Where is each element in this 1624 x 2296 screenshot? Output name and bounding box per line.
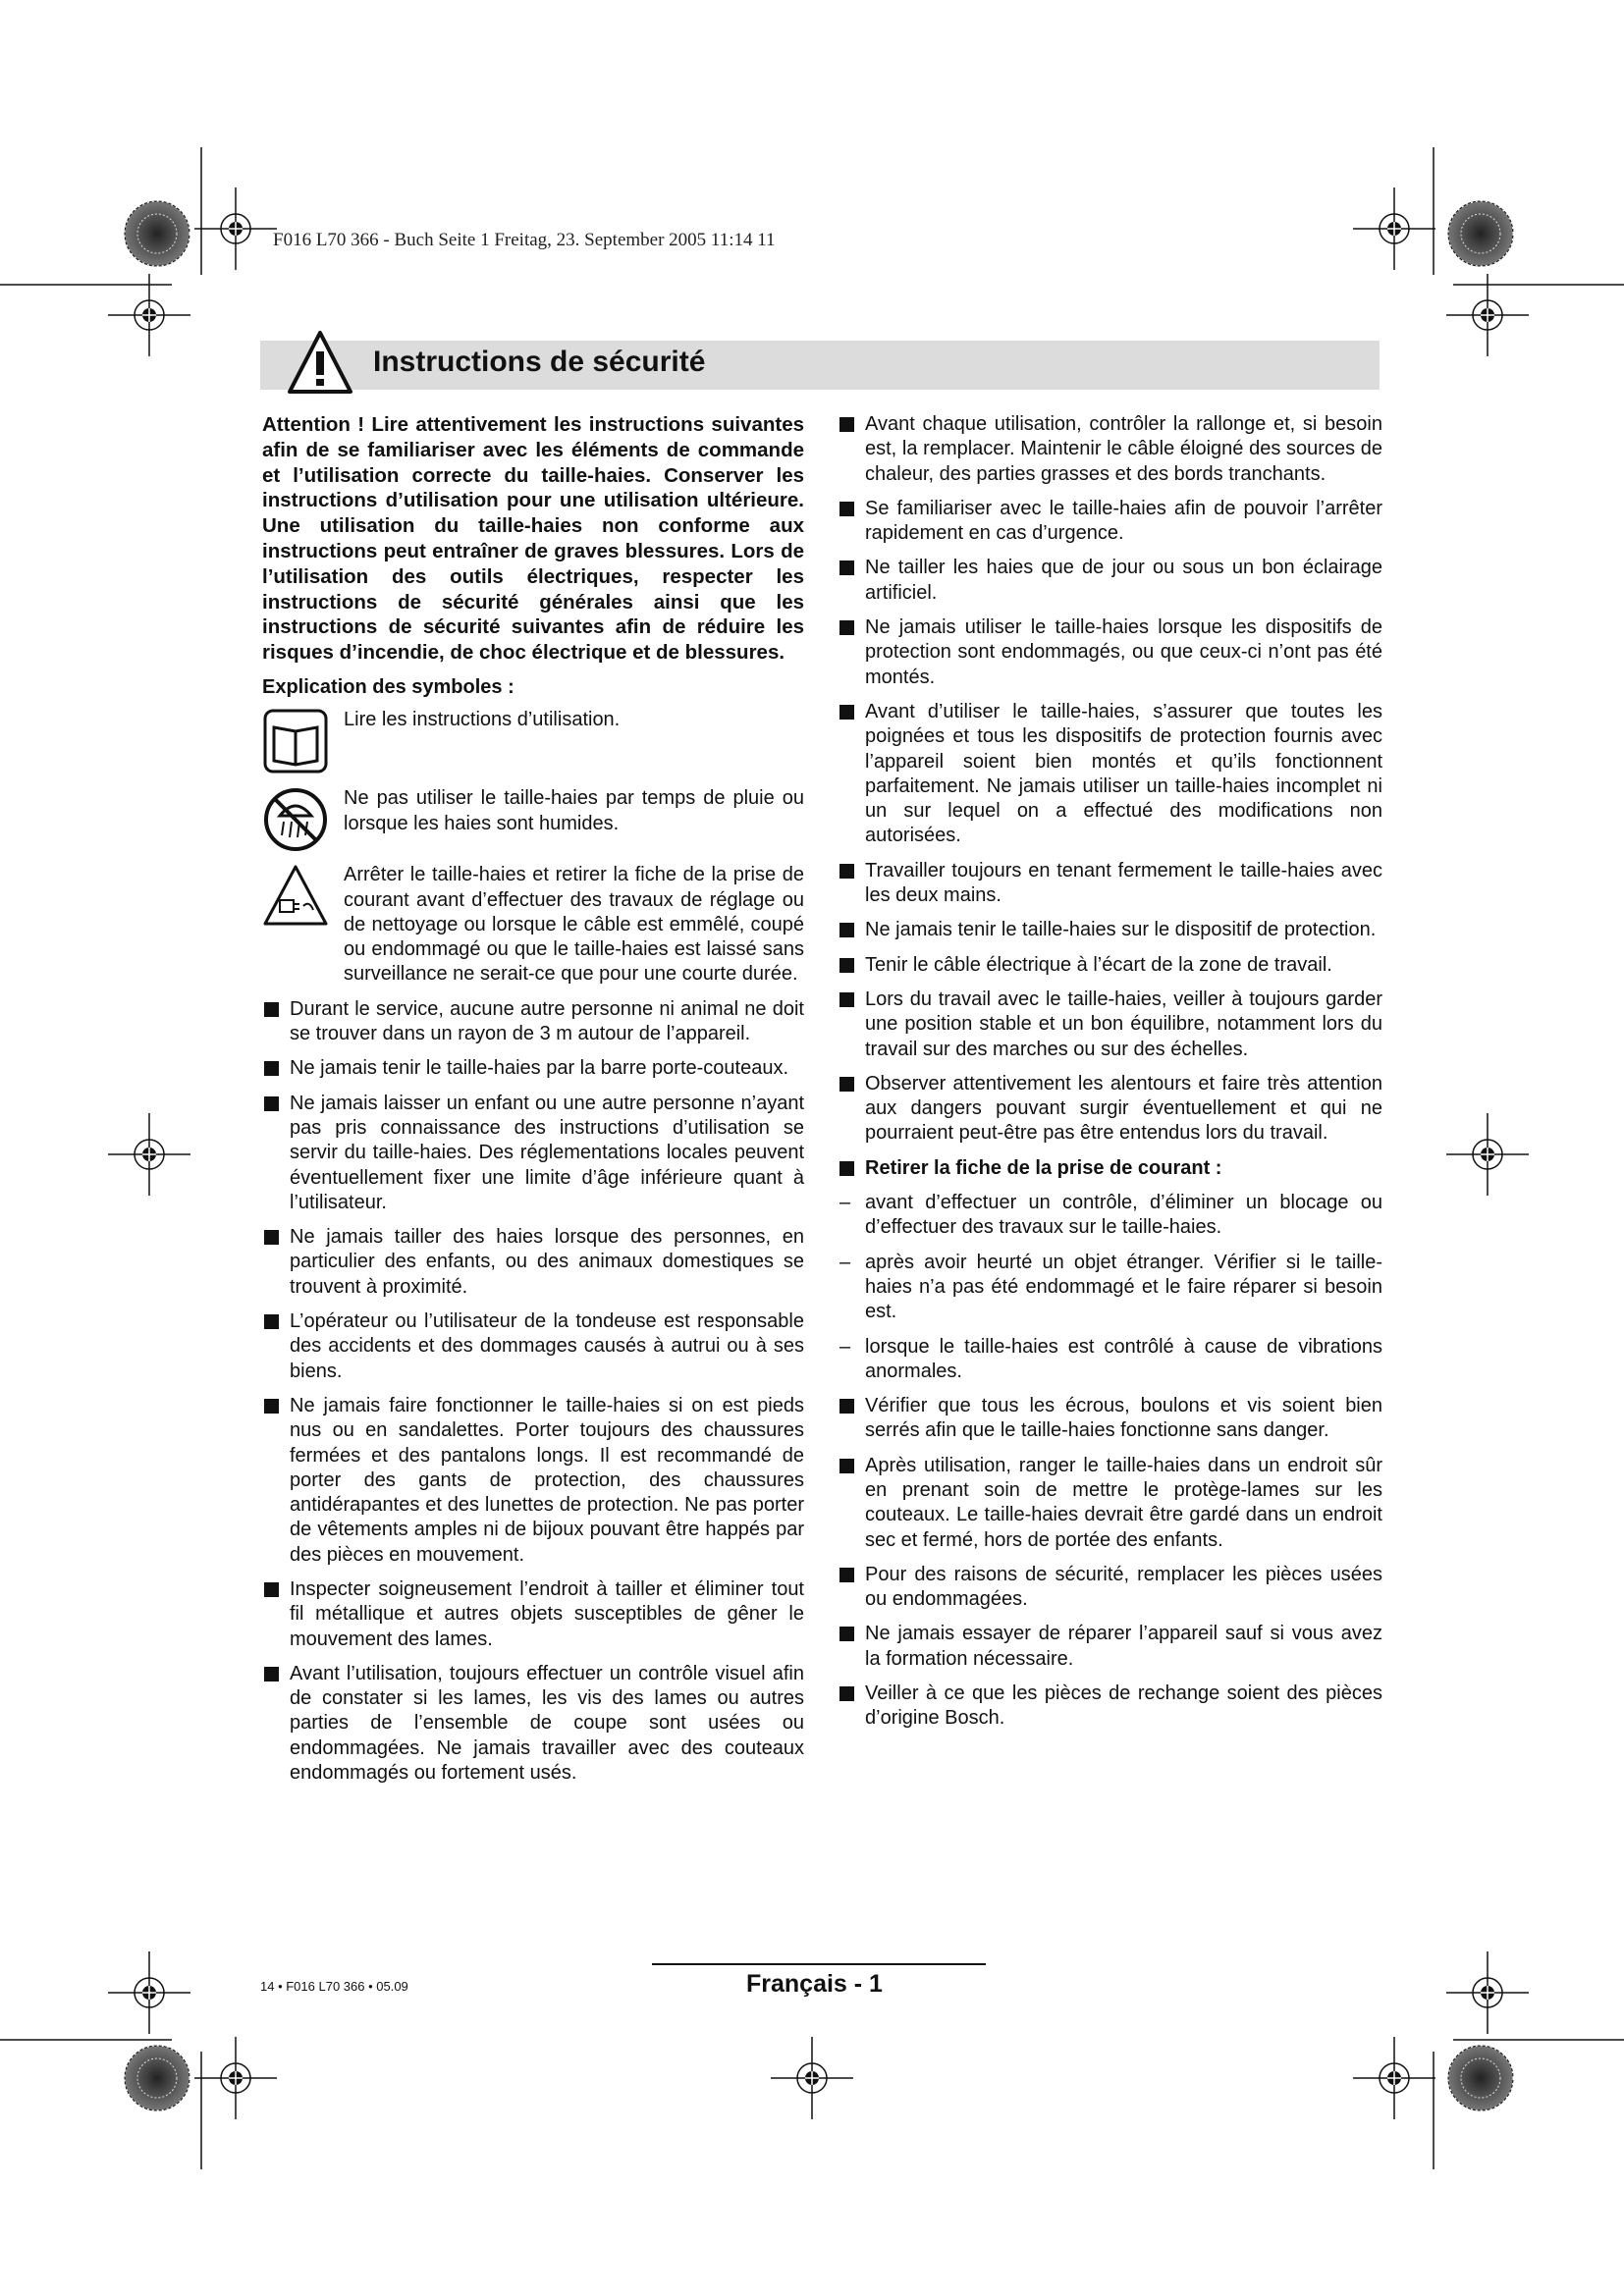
crosshair-mark [108, 1951, 190, 2034]
symbol-text: Ne pas utiliser le taille-haies par temps de pluie ou lorsque les haies sont humides. [344, 787, 804, 834]
crosshair-mark [108, 1113, 190, 1196]
left-column [262, 412, 804, 1795]
bullet-square-icon [839, 1686, 854, 1701]
safety-item: Avant chaque utilisation, contrôler la rallonge et, si besoin est, la remplacer. Maintenir le câble éloigné des sources de chaleur, des parties grasses et des bords tranchants. [838, 412, 1382, 487]
symbol-row [262, 786, 804, 853]
safety-item: Après utilisation, ranger le taille-haies dans un endroit sûr en prenant soin de mettre le protège-lames sur les couteaux. Le taille-haies devrait être gardé dans un endroit sec et fermé, hors de portée des enfants. [838, 1454, 1382, 1553]
dash-bullet: – [839, 1335, 851, 1358]
footer-doc-number: 14 • F016 L70 366 • 05.09 [260, 1979, 408, 1994]
symbol-row [262, 708, 804, 774]
bullet-square-icon [264, 1667, 279, 1682]
crosshair-mark [1353, 187, 1435, 270]
warning-triangle-icon [287, 330, 353, 395]
crosshair-mark [1446, 1951, 1529, 2034]
crosshair-mark [194, 2037, 277, 2119]
safety-item: Pour des raisons de sécurité, remplacer les pièces usées ou endommagées. [838, 1563, 1382, 1613]
bullet-square-icon [264, 1582, 279, 1597]
bullet-square-icon [839, 958, 854, 973]
symbol-text: Lire les instructions d’utilisation. [344, 709, 621, 731]
unplug-item: – lorsque le taille-haies est contrôlé à cause de vibrations anormales. [839, 1335, 1382, 1382]
bullet-square-icon [839, 1161, 854, 1176]
safety-item: Tenir le câble électrique à l’écart de la zone de travail. [838, 953, 1382, 978]
right-column [838, 412, 1382, 1741]
safety-item: Ne jamais laisser un enfant ou une autre personne n’ayant pas pris connaissance des instructions d’utilisation se servir du taille-haies. Des réglementations locales peuvent éventuellement fixer une limite d’âge inférieure quant à l’utilisateur. [262, 1092, 804, 1215]
safety-item: Observer attentivement les alentours et faire très attention aux dangers pouvant surgir éventuellement et qui ne pourraient peut-être pas être entendus lors du travail. [838, 1072, 1382, 1147]
bullet-square-icon [839, 620, 854, 635]
starburst-mark-top-right [1448, 201, 1513, 266]
starburst-mark-bottom-left [125, 2046, 189, 2110]
safety-item: Ne jamais tenir le taille-haies sur le dispositif de protection. [838, 918, 1382, 942]
unplug-heading: Retirer la fiche de la prise de courant : [838, 1156, 1382, 1181]
safety-item: Ne jamais faire fonctionner le taille-haies si on est pieds nus ou en sandalettes. Porter toujours des chaussures fermées et des pantalons longs. Il est recommandé de porter des gants de protection, des chaussures antidérapantes et des lunettes de protection. Ne pas porter de vêtements amples ni de bijoux pouvant être happés par des pièces en mouvement. [262, 1394, 804, 1568]
bullet-square-icon [839, 561, 854, 575]
safety-item: Ne tailler les haies que de jour ou sous un bon éclairage artificiel. [838, 556, 1382, 606]
bullet-square-icon [839, 502, 854, 516]
bullet-square-icon [264, 1096, 279, 1111]
bullet-square-icon [839, 992, 854, 1007]
safety-item: Se familiariser avec le taille-haies afin de pouvoir l’arrêter rapidement en cas d’urgence. [838, 497, 1382, 547]
symbols-heading: Explication des symboles : [262, 675, 514, 698]
safety-item: Ne jamais tenir le taille-haies par la barre porte-couteaux. [262, 1056, 804, 1081]
bullet-square-icon [839, 1568, 854, 1582]
dash-bullet: – [839, 1251, 851, 1273]
crosshair-mark [108, 274, 190, 356]
no-rain-icon [262, 786, 329, 853]
bullet-square-icon [839, 417, 854, 432]
symbol-text: Arrêter le taille-haies et retirer la fiche de la prise de courant avant d’effectuer des travaux de réglage ou de nettoyage ou lorsque le câble est emmêlé, coupé ou endommagé ou que le taille-haies est laissé sans surveillance ne serait-ce que pour une courte durée. [344, 864, 804, 986]
unplug-item: – après avoir heurté un objet étranger. Vérifier si le taille-haies n’a pas été endommagé et le faire réparer si besoin est. [839, 1251, 1382, 1323]
bullet-square-icon [264, 1230, 279, 1245]
section-title: Instructions de sécurité [373, 346, 706, 378]
safety-item: Avant d’utiliser le taille-haies, s’assurer que toutes les poignées et tous les dispositifs de protection fournis avec l’appareil soient bien montés et qu’ils fonctionnent parfaitement. Ne jamais utiliser un taille-haies incomplet ni un sur lequel on a effectué des modifications non autorisées. [838, 700, 1382, 849]
bullet-square-icon [839, 1077, 854, 1092]
bullet-square-icon [839, 923, 854, 937]
safety-item: Vérifier que tous les écrous, boulons et vis soient bien serrés afin que le taille-haies fonctionne sans danger. [838, 1394, 1382, 1444]
symbol-row [262, 863, 804, 987]
safety-item: Durant le service, aucune autre personne ni animal ne doit se trouver dans un rayon de 3 m autour de l’appareil. [262, 997, 804, 1047]
footer-rule [652, 1963, 986, 1965]
bullet-square-icon [264, 1314, 279, 1329]
safety-item: Ne jamais tailler des haies lorsque des personnes, en particulier des enfants, ou des animaux domestiques se trouvent à proximité. [262, 1225, 804, 1300]
print-header: F016 L70 366 - Buch Seite 1 Freitag, 23. September 2005 11:14 11 [273, 230, 776, 250]
crosshair-mark [194, 187, 277, 270]
safety-item: Inspecter soigneusement l’endroit à tailler et éliminer tout fil métallique et autres objets susceptibles de gêner le mouvement des lames. [262, 1577, 804, 1652]
book-icon [262, 708, 329, 774]
safety-item: Veiller à ce que les pièces de rechange soient des pièces d’origine Bosch. [838, 1682, 1382, 1732]
bullet-square-icon [264, 1399, 279, 1414]
intro-paragraph: Attention ! Lire attentivement les instructions suivantes afin de se familiariser avec les éléments de commande et l’utilisation correcte du taille-haies. Conserver les instructions d’utilisation pour une utilisation ultérieure. Une utilisation du taille-haies non conforme aux instructions peut entraîner de graves blessures. Lors de l’utilisation des outils électriques, respecter les instructions de sécurité générales ainsi que les instructions de sécurité suivantes afin de réduire les risques d’incendie, de choc électrique et de blessures. [262, 413, 804, 665]
crosshair-mark [1446, 274, 1529, 356]
crosshair-mark [1353, 2037, 1435, 2119]
safety-item: L’opérateur ou l’utilisateur de la tondeuse est responsable des accidents et des dommages causés à autrui ou à ses biens. [262, 1309, 804, 1384]
bullet-square-icon [839, 1399, 854, 1414]
starburst-mark-top-left [125, 201, 189, 266]
safety-item: Avant l’utilisation, toujours effectuer un contrôle visuel afin de constater si les lames, les vis des lames ou autres parties de l’ensemble de coupe sont usées ou endommagées. Ne jamais travailler avec des couteaux endommagés ou fortement usés. [262, 1662, 804, 1786]
safety-item: Travailler toujours en tenant fermement le taille-haies avec les deux mains. [838, 859, 1382, 909]
bullet-square-icon [839, 864, 854, 879]
bullet-square-icon [839, 705, 854, 720]
bullet-square-icon [264, 1061, 279, 1076]
crosshair-mark [1446, 1113, 1529, 1196]
unplug-warning-icon [262, 863, 329, 930]
safety-item: Ne jamais essayer de réparer l’appareil sauf si vous avez la formation nécessaire. [838, 1622, 1382, 1672]
safety-item: Lors du travail avec le taille-haies, veiller à toujours garder une position stable et un bon équilibre, notamment lors du travail sur des marches ou sur des échelles. [838, 988, 1382, 1062]
safety-item: Ne jamais utiliser le taille-haies lorsque les dispositifs de protection sont endommagés, ou que ceux-ci n’ont pas été montés. [838, 615, 1382, 690]
bullet-square-icon [839, 1627, 854, 1641]
unplug-item: – avant d’effectuer un contrôle, d’éliminer un blocage ou d’effectuer des travaux sur le taille-haies. [839, 1192, 1382, 1239]
bullet-square-icon [839, 1459, 854, 1473]
dash-bullet: – [839, 1192, 851, 1214]
page-label: Français - 1 [746, 1970, 883, 1998]
bullet-square-icon [264, 1002, 279, 1017]
starburst-mark-bottom-right [1448, 2046, 1513, 2110]
crosshair-mark [771, 2037, 853, 2119]
